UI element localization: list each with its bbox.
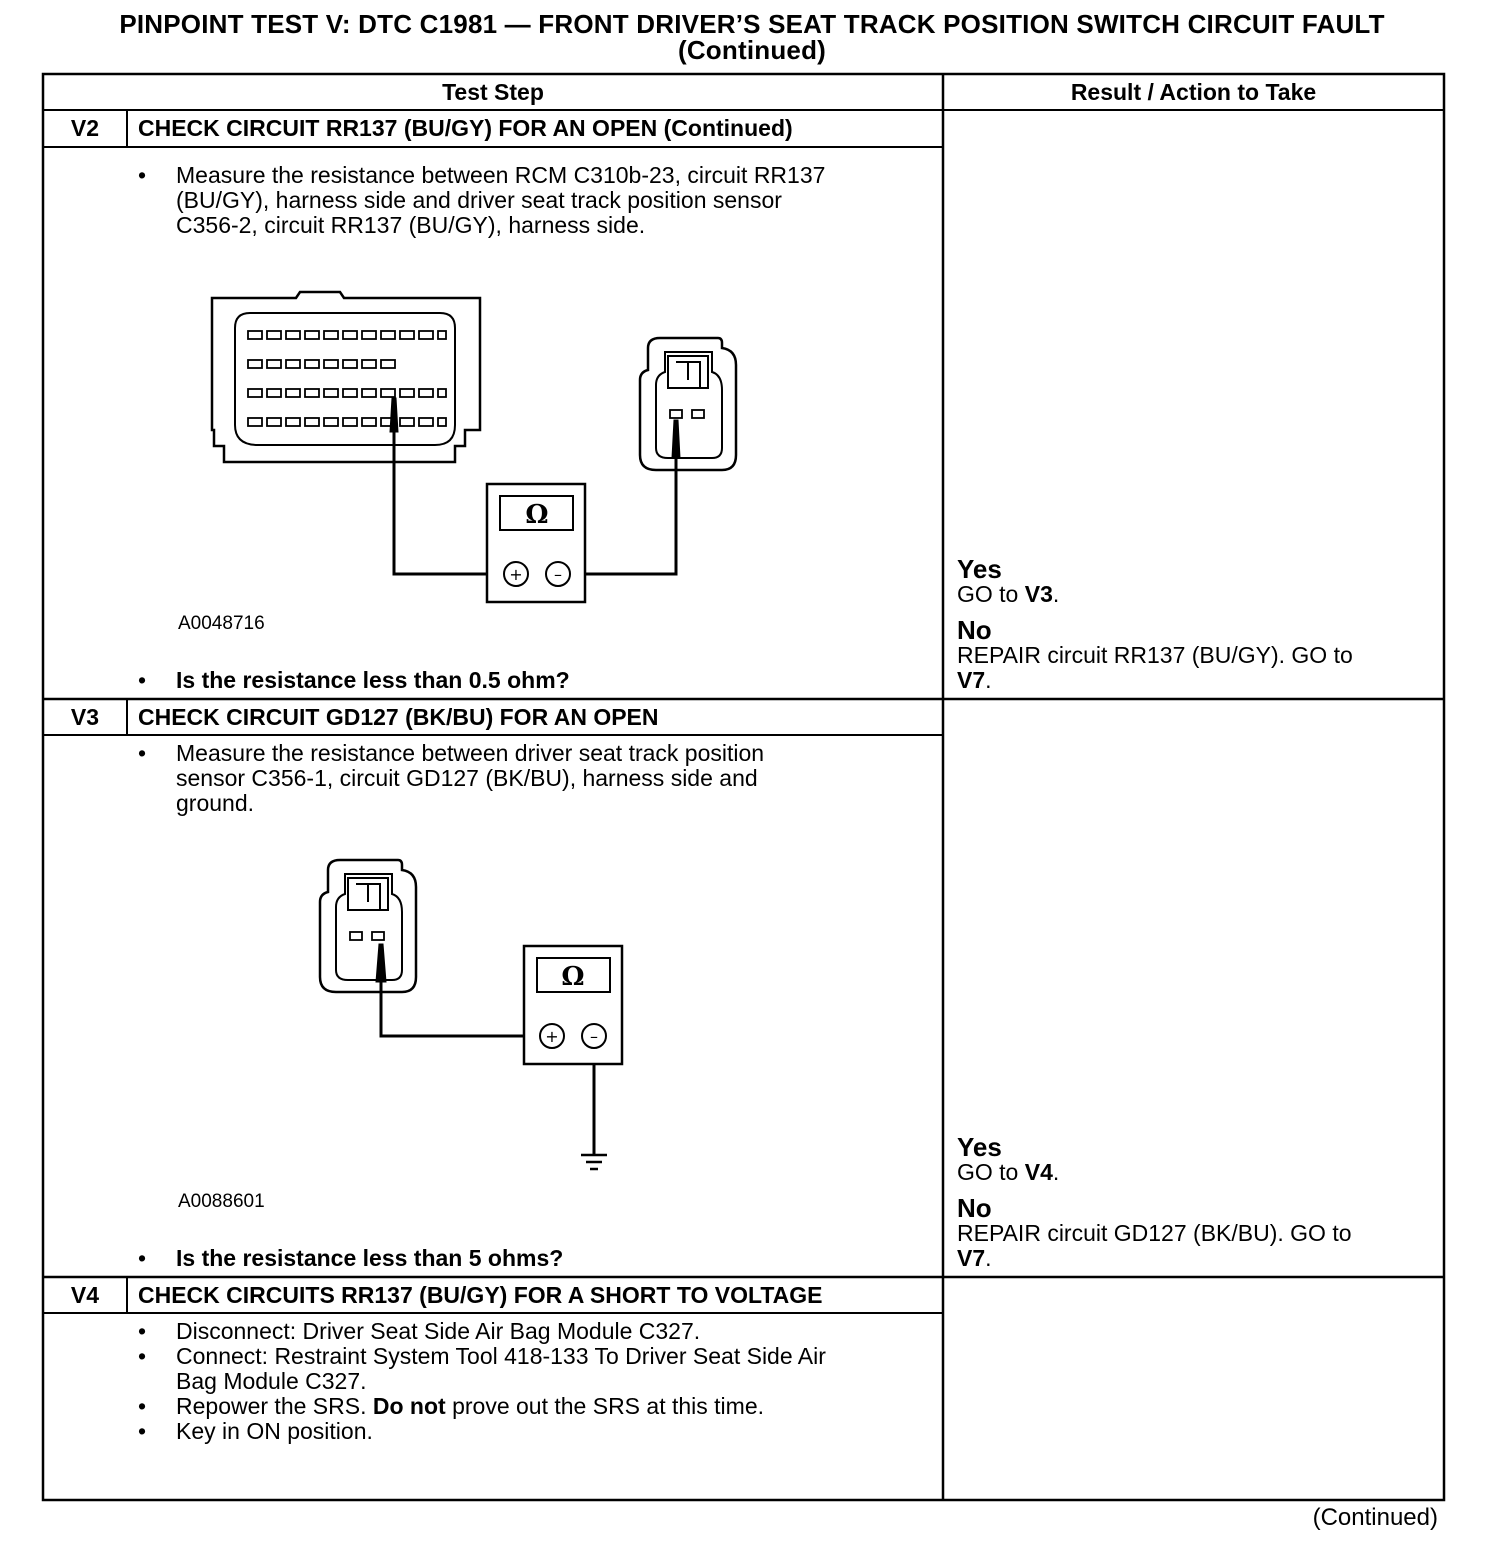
- v3-yes-target: V4: [1024, 1159, 1053, 1185]
- v3-no-text: REPAIR circuit GD127 (BK/BU). GO to: [957, 1220, 1352, 1246]
- v4-bullet-3-bold: Do not: [372, 1393, 446, 1419]
- v4-bullet-2-line: Bag Module C327.: [176, 1368, 367, 1394]
- v2-yes-text: GO to: [957, 581, 1025, 607]
- v3-yes-label: Yes: [957, 1132, 1002, 1162]
- bullet: •: [138, 740, 147, 766]
- v2-instruction-line: Measure the resistance between RCM C310b-23, circuit RR137: [176, 162, 826, 188]
- v4-bullet-3-post: prove out the SRS at this time.: [445, 1393, 765, 1419]
- v3-instruction-line: Measure the resistance between driver seat track position: [176, 740, 765, 766]
- v4-bullet-3-pre: Repower the SRS.: [176, 1393, 373, 1419]
- v2-instruction-line: (BU/GY), harness side and driver seat track position sensor: [176, 187, 782, 213]
- v2-instruction-line: C356-2, circuit RR137 (BU/GY), harness side.: [176, 212, 646, 238]
- bullet: •: [138, 162, 147, 188]
- v3-yes-text: GO to: [957, 1159, 1025, 1185]
- omega-symbol: Ω: [525, 500, 549, 530]
- header-test-step: Test Step: [442, 79, 544, 105]
- step-title-v4: CHECK CIRCUITS RR137 (BU/GY) FOR A SHORT TO VOLTAGE: [138, 1282, 823, 1308]
- v4-bullet-4-text: Key in ON position.: [176, 1418, 373, 1444]
- bullet: •: [138, 1343, 147, 1369]
- step-number-v2: V2: [70, 115, 100, 141]
- step-number-v4: V4: [70, 1282, 100, 1308]
- bullet: •: [138, 1318, 147, 1344]
- v3-no-label: No: [957, 1193, 992, 1223]
- v3-no-target: V7: [957, 1245, 986, 1271]
- step-title-v2: CHECK CIRCUIT RR137 (BU/GY) FOR AN OPEN (Continued): [138, 115, 793, 141]
- minus-terminal: –: [590, 1027, 598, 1046]
- ground-symbol-icon: [581, 1155, 607, 1169]
- v3-no-action: REPAIR circuit GD127 (BK/BU). GO to V7.: [957, 1221, 1437, 1271]
- v3-instruction-line: ground.: [176, 790, 255, 816]
- figure-id-v3: A0088601: [178, 1191, 265, 1212]
- plus-terminal: +: [509, 565, 523, 584]
- v2-yes-label: Yes: [957, 554, 1002, 584]
- bullet: •: [138, 1245, 147, 1271]
- header-result-action: Result / Action to Take: [1070, 79, 1317, 105]
- bullet: •: [138, 1393, 147, 1419]
- v2-no-text: REPAIR circuit RR137 (BU/GY). GO to: [957, 642, 1353, 668]
- bullet: •: [138, 1418, 147, 1444]
- page-title: PINPOINT TEST V: DTC C1981 — FRONT DRIVER’S SEAT TRACK POSITION SWITCH CIRCUIT FAULT: [119, 9, 1385, 39]
- continued-label: (Continued): [1312, 1504, 1438, 1531]
- v2-question-text: Is the resistance less than 0.5 ohm?: [176, 667, 570, 693]
- v3-yes-action: GO to V4.: [957, 1159, 1060, 1185]
- v2-no-label: No: [957, 615, 992, 645]
- sensor-connector-icon: [320, 860, 416, 992]
- v2-yes-target: V3: [1024, 581, 1053, 607]
- v4-bullet-3-text: [176, 1394, 764, 1419]
- v3-question-text: Is the resistance less than 5 ohms?: [176, 1245, 564, 1271]
- v2-no-action: REPAIR circuit RR137 (BU/GY). GO to V7.: [957, 643, 1437, 693]
- step-number-v3: V3: [70, 704, 100, 730]
- v4-bullet-1-text: Disconnect: Driver Seat Side Air Bag Module C327.: [176, 1318, 701, 1344]
- v3-instruction-line: sensor C356-1, circuit GD127 (BK/BU), harness side and: [176, 765, 758, 791]
- minus-terminal: –: [554, 565, 562, 584]
- bullet: •: [138, 667, 147, 693]
- figure-id-v2: A0048716: [178, 613, 265, 634]
- probe-tip: [376, 944, 386, 982]
- plus-terminal: +: [545, 1027, 559, 1046]
- v2-yes-action: GO to V3.: [957, 581, 1060, 607]
- step-title-v3: CHECK CIRCUIT GD127 (BK/BU) FOR AN OPEN: [138, 704, 659, 730]
- omega-symbol: Ω: [561, 962, 585, 992]
- v4-bullet-2-line: Connect: Restraint System Tool 418-133 To Driver Seat Side Air: [176, 1343, 826, 1369]
- v2-no-target: V7: [957, 667, 986, 693]
- page-subtitle: (Continued): [677, 35, 827, 65]
